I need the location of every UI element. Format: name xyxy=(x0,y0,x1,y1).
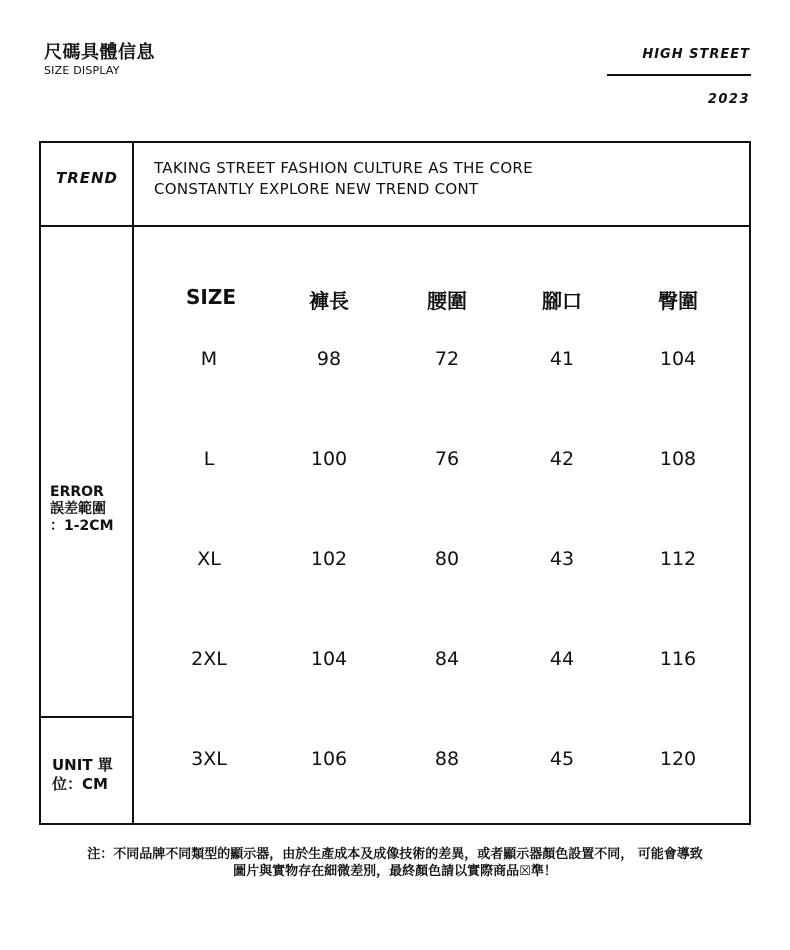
table-cell: 104 xyxy=(659,348,697,370)
table-cell: 98 xyxy=(316,348,342,370)
table-cell: 45 xyxy=(549,748,575,770)
table-cell: 41 xyxy=(549,348,575,370)
table-cell: 80 xyxy=(434,548,460,570)
brand-underline xyxy=(607,74,751,76)
table-cell: 106 xyxy=(310,748,348,770)
table-cell: 102 xyxy=(310,548,348,570)
table-cell: 108 xyxy=(659,448,697,470)
table-cell: 2XL xyxy=(191,648,227,670)
table-cell: 88 xyxy=(434,748,460,770)
table-cell: 72 xyxy=(434,348,460,370)
table-cell: 3XL xyxy=(191,748,227,770)
error-range-note xyxy=(50,484,114,535)
disclaimer-line-2: 圖片與實物存在細微差別，最終顏色請以實際商品☒準！ xyxy=(233,864,557,879)
error-line-3: ：1-2CM xyxy=(50,518,114,534)
column-header-hem: 腳口 xyxy=(542,289,582,313)
slogan-line-2: CONSTANTLY EXPLORE NEW TREND CONT xyxy=(154,180,479,198)
table-cell: 100 xyxy=(310,448,348,470)
table-cell: M xyxy=(200,348,218,370)
table-cell: XL xyxy=(197,548,221,570)
year-label: 2023 xyxy=(707,92,750,107)
table-cell: L xyxy=(203,448,215,470)
table-cell: 76 xyxy=(434,448,460,470)
slogan xyxy=(154,158,533,200)
slogan-line-1: TAKING STREET FASHION CULTURE AS THE CORE xyxy=(154,159,533,177)
banner-divider xyxy=(39,225,751,227)
size-table-frame xyxy=(39,141,751,825)
table-cell: 120 xyxy=(659,748,697,770)
table-cell: 42 xyxy=(549,448,575,470)
table-cell: 44 xyxy=(549,648,575,670)
page-subtitle: SIZE DISPLAY xyxy=(44,64,120,77)
unit-line-1: UNIT 單 xyxy=(52,756,113,774)
error-line-1: ERROR xyxy=(50,484,104,500)
unit-note xyxy=(52,756,132,794)
trend-label: TREND xyxy=(55,169,119,187)
error-line-2: 誤差範圍 xyxy=(50,501,106,517)
column-header-hip: 臀圍 xyxy=(658,289,698,313)
page-title: 尺碼具體信息 xyxy=(44,42,155,63)
unit-divider xyxy=(39,716,134,718)
table-cell: 104 xyxy=(310,648,348,670)
table-cell: 43 xyxy=(549,548,575,570)
column-header-length: 褲長 xyxy=(309,289,349,313)
disclaimer-line-1: 注：不同品牌不同類型的顯示器，由於生產成本及成像技術的差異，或者顯示器顏色設置不同， 可能會導致 xyxy=(87,847,703,862)
disclaimer-note xyxy=(0,846,790,880)
brand-label: HIGH STREET xyxy=(642,47,750,62)
column-header-waist: 腰圍 xyxy=(427,289,467,313)
table-cell: 84 xyxy=(434,648,460,670)
column-header-size: SIZE xyxy=(185,285,236,309)
left-column-divider xyxy=(132,141,134,825)
table-cell: 116 xyxy=(659,648,697,670)
table-cell: 112 xyxy=(659,548,697,570)
unit-line-2: 位：CM xyxy=(52,775,108,793)
